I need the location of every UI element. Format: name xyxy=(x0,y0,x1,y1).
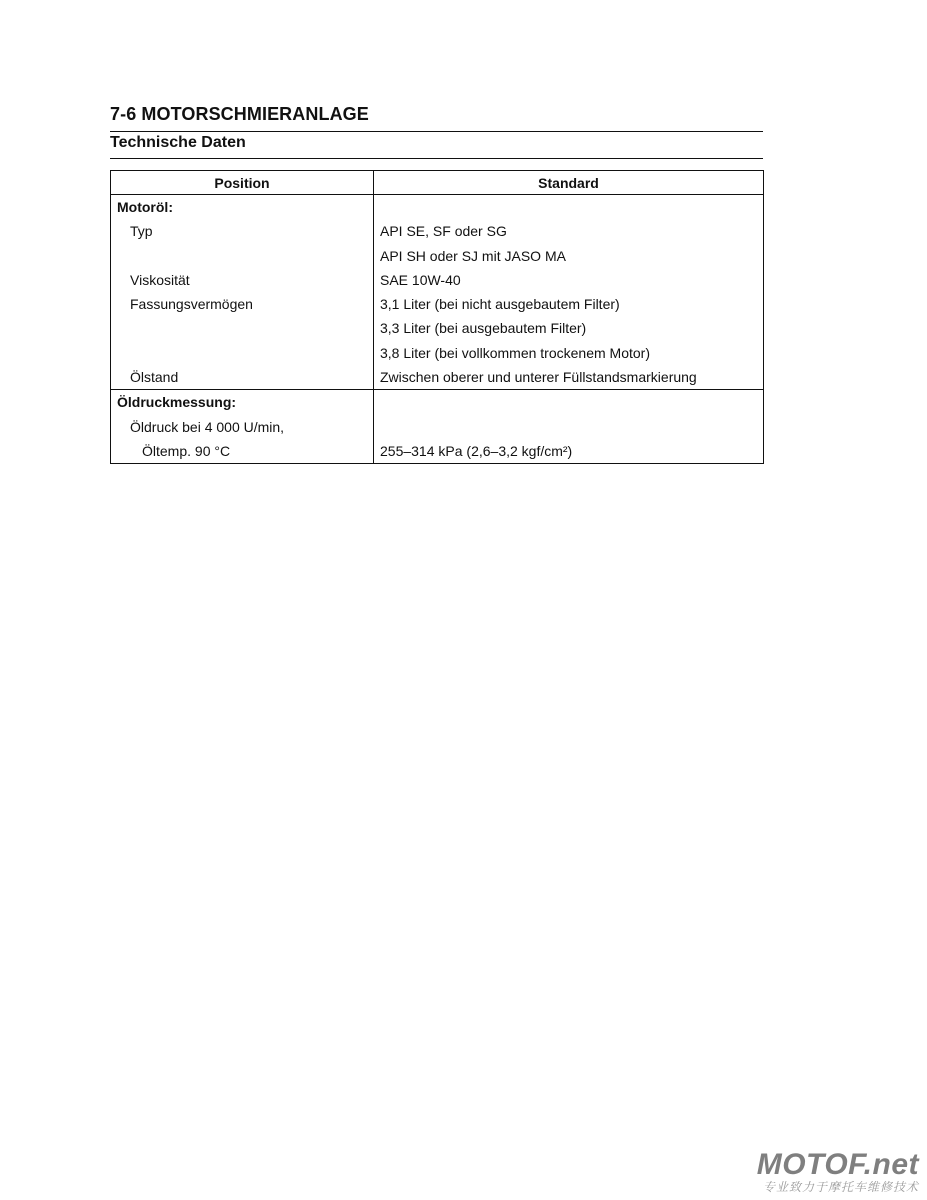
oeldruck-title: Öldruckmessung: xyxy=(117,394,237,411)
spec-table xyxy=(110,170,764,464)
typ-value-2: API SH oder SJ mit JASO MA xyxy=(380,247,566,264)
spacer xyxy=(374,390,763,414)
spacer xyxy=(111,316,373,340)
section-title: 7-6 MOTORSCHMIERANLAGE xyxy=(110,104,369,124)
viskositaet-label: Viskosität xyxy=(130,271,190,288)
fassung-label: Fassungsvermögen xyxy=(130,296,253,313)
spacer xyxy=(111,244,373,268)
motoroel-position-cell xyxy=(111,195,374,390)
spacer xyxy=(111,341,373,365)
subsection-title: Technische Daten xyxy=(110,134,246,151)
oeldruck-label-2: Öltemp. 90 °C xyxy=(142,442,231,459)
watermark-logo xyxy=(757,1150,919,1194)
typ-value-1: API SE, SF oder SG xyxy=(380,223,507,240)
viskositaet-value: SAE 10W-40 xyxy=(380,271,461,288)
oeldruck-position-cell xyxy=(111,390,374,464)
spacer xyxy=(374,195,763,219)
oelstand-value: Zwischen oberer und unterer Füllstandsmarkierung xyxy=(380,369,697,386)
watermark-tagline: 专业致力于摩托车维修技术 xyxy=(762,1180,919,1194)
subtitle-rule xyxy=(110,158,763,159)
fassung-value-3: 3,8 Liter (bei vollkommen trockenem Motor) xyxy=(380,344,650,361)
motoroel-group xyxy=(111,195,764,390)
oeldruck-group xyxy=(111,390,764,464)
header-position: Position xyxy=(111,171,374,195)
oelstand-label: Ölstand xyxy=(130,369,179,386)
oeldruck-standard-cell xyxy=(374,390,764,464)
motoroel-title: Motoröl: xyxy=(117,199,173,215)
oeldruck-label-1: Öldruck bei 4 000 U/min, xyxy=(130,418,285,435)
spacer xyxy=(374,415,763,439)
fassung-value-2: 3,3 Liter (bei ausgebautem Filter) xyxy=(380,320,587,337)
table-header-row xyxy=(111,171,764,195)
typ-label: Typ xyxy=(130,223,153,240)
title-rule xyxy=(110,131,763,132)
motoroel-standard-cell xyxy=(374,195,764,390)
watermark-brand: MOTOF.net xyxy=(756,1148,919,1181)
fassung-value-1: 3,1 Liter (bei nicht ausgebautem Filter) xyxy=(380,296,620,313)
header-standard: Standard xyxy=(374,171,764,195)
oeldruck-value: 255–314 kPa (2,6–3,2 kgf/cm²) xyxy=(380,442,573,459)
